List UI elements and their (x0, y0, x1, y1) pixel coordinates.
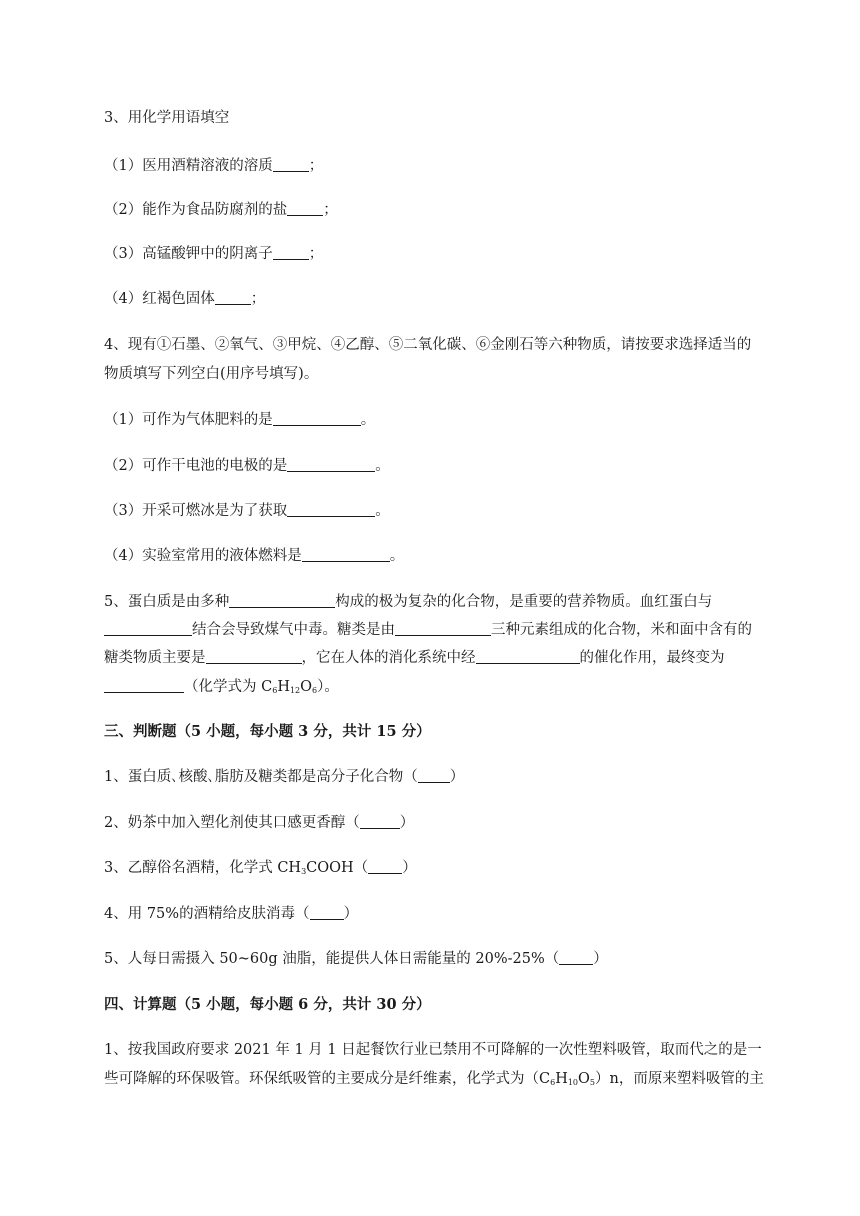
q4-item-4-post: 。 (389, 548, 405, 564)
answer-blank[interactable] (273, 245, 309, 260)
q4-item-4-text: （4）实验室常用的液体燃料是 (104, 548, 302, 564)
answer-blank[interactable] (302, 547, 390, 562)
q3-title: 3、用化学用语填空 (104, 110, 230, 126)
judge-text: 1、蛋白质､核酸､脂肪及糖类都是高分子化合物（ (104, 769, 418, 785)
q5-text: 三种元素组成的化合物，米和面中含有的 (491, 622, 752, 638)
q4-item-1-post: 。 (360, 412, 376, 428)
q3-item-3 (104, 244, 323, 264)
q3-item-2 (104, 200, 338, 220)
judge-item-4 (104, 904, 358, 924)
judge-text: ） (449, 769, 465, 785)
q3-item-4-post: ； (250, 291, 266, 307)
formula-element: H (277, 679, 290, 695)
judge-text: 5、人每日需摄入 50~60g 油脂，能提供人体日需能量的 20%-25%（ (104, 951, 560, 967)
answer-blank[interactable] (287, 502, 375, 517)
q5-line-2 (104, 620, 752, 640)
calc-item-1-line-2 (104, 1069, 764, 1093)
subscript: 12 (289, 686, 301, 695)
q5-line-1 (104, 592, 712, 612)
answer-blank[interactable] (395, 621, 491, 636)
subscript: 3 (301, 867, 307, 876)
answer-blank[interactable] (215, 290, 251, 305)
subscript: 6 (272, 686, 278, 695)
judge-text: ） (343, 906, 359, 922)
answer-blank[interactable] (476, 649, 580, 664)
q3-item-2-post: ； (323, 202, 338, 218)
q4-item-3 (104, 501, 390, 521)
q3-item-3-text: （3）高锰酸钾中的阴离子 (104, 246, 273, 262)
calc-text: ）n，而原来塑料吸管的主 (595, 1071, 764, 1087)
answer-blank[interactable] (104, 678, 184, 693)
q3-item-3-post: ； (308, 246, 324, 262)
q5-text: 的催化作用，最终变为 (579, 650, 725, 666)
judge-item-2 (104, 813, 414, 833)
formula-element: O (300, 679, 313, 695)
judge-text: 4、用 75%的酒精给皮肤消毒（ (104, 906, 310, 922)
q4-line-1: 4、现有①石墨、②氧气、③甲烷、④乙醇、⑤二氧化碳、⑥金刚石等六种物质，请按要求选择适当的 (104, 337, 752, 353)
q3-item-4 (104, 289, 265, 309)
q5-text: （化学式为 C (184, 679, 273, 695)
judge-text: COOH（ (306, 860, 369, 876)
q3-item-4-text: （4）红褐色固体 (104, 291, 215, 307)
q5-text: 结合会导致煤气中毒。糖类是由 (192, 622, 395, 638)
subscript: 10 (567, 1078, 579, 1087)
judge-text: 2、奶茶中加入塑化剂使其口感更香醇（ (104, 815, 360, 831)
q3-item-1 (104, 156, 323, 176)
calc-item-1-line-1: 1、按我国政府要求 2021 年 1 月 1 日起餐饮行业已禁用不可降解的一次性塑料吸管，取而代之的是一 (104, 1042, 762, 1058)
q4-item-2-text: （2）可作干电池的电极的是 (104, 458, 288, 474)
calc-text: 些可降解的环保吸管。环保纸吸管的主要成分是纤维素，化学式为（C (104, 1071, 551, 1087)
q5-text: 糖类物质主要是 (104, 650, 206, 666)
formula-element: H (555, 1071, 568, 1087)
judge-item-1 (104, 767, 464, 787)
q4-item-2-post: 。 (375, 458, 390, 474)
judge-item-5 (104, 949, 608, 969)
answer-blank[interactable] (104, 621, 192, 636)
q4-item-1-text: （1）可作为气体肥料的是 (104, 412, 273, 428)
q5-line-4 (104, 677, 339, 701)
q4-item-3-post: 。 (375, 503, 390, 519)
q4-line-2: 物质填写下列空白(用序号填写)。 (104, 366, 319, 382)
q4-item-2 (104, 456, 390, 476)
answer-blank[interactable] (360, 814, 400, 829)
q4-item-3-text: （3）开采可燃冰是为了获取 (104, 503, 288, 519)
judge-text: 3、乙醇俗名酒精，化学式 CH (104, 860, 302, 876)
subscript: 6 (312, 686, 318, 695)
q3-item-2-text: （2）能作为食品防腐剂的盐 (104, 202, 288, 218)
subscript: 5 (589, 1078, 596, 1087)
answer-blank[interactable] (273, 157, 309, 172)
q4-item-4 (104, 546, 404, 566)
q3-item-1-text: （1）医用酒精溶液的溶质 (104, 158, 273, 174)
q5-line-3 (104, 648, 725, 668)
judge-text: ） (402, 860, 417, 876)
answer-blank[interactable] (273, 411, 361, 426)
answer-blank[interactable] (287, 201, 323, 216)
judge-text: ） (399, 815, 415, 831)
judge-text: ） (593, 951, 608, 967)
q3-item-1-post: ； (308, 158, 324, 174)
subscript: 6 (550, 1078, 556, 1087)
q5-text: 5、蛋白质是由多种 (104, 594, 230, 610)
section-3-title: 三、判断题（5 小题，每小题 3 分，共计 15 分） (104, 723, 431, 740)
answer-blank[interactable] (287, 457, 375, 472)
answer-blank[interactable] (206, 649, 302, 664)
answer-blank[interactable] (418, 768, 450, 783)
q5-text: ，它在人体的消化系统中经 (301, 650, 476, 666)
judge-item-3 (104, 858, 417, 882)
answer-blank[interactable] (559, 950, 593, 965)
answer-blank[interactable] (310, 905, 344, 920)
answer-blank[interactable] (368, 859, 402, 874)
q4-item-1 (104, 410, 375, 430)
answer-blank[interactable] (229, 593, 335, 608)
formula-element: O (578, 1071, 590, 1087)
q5-text: 构成的极为复杂的化合物，是重要的营养物质。血红蛋白与 (335, 594, 713, 610)
section-4-title: 四、计算题（5 小题，每小题 6 分，共计 30 分） (104, 996, 431, 1013)
q5-text: ）。 (317, 679, 339, 695)
